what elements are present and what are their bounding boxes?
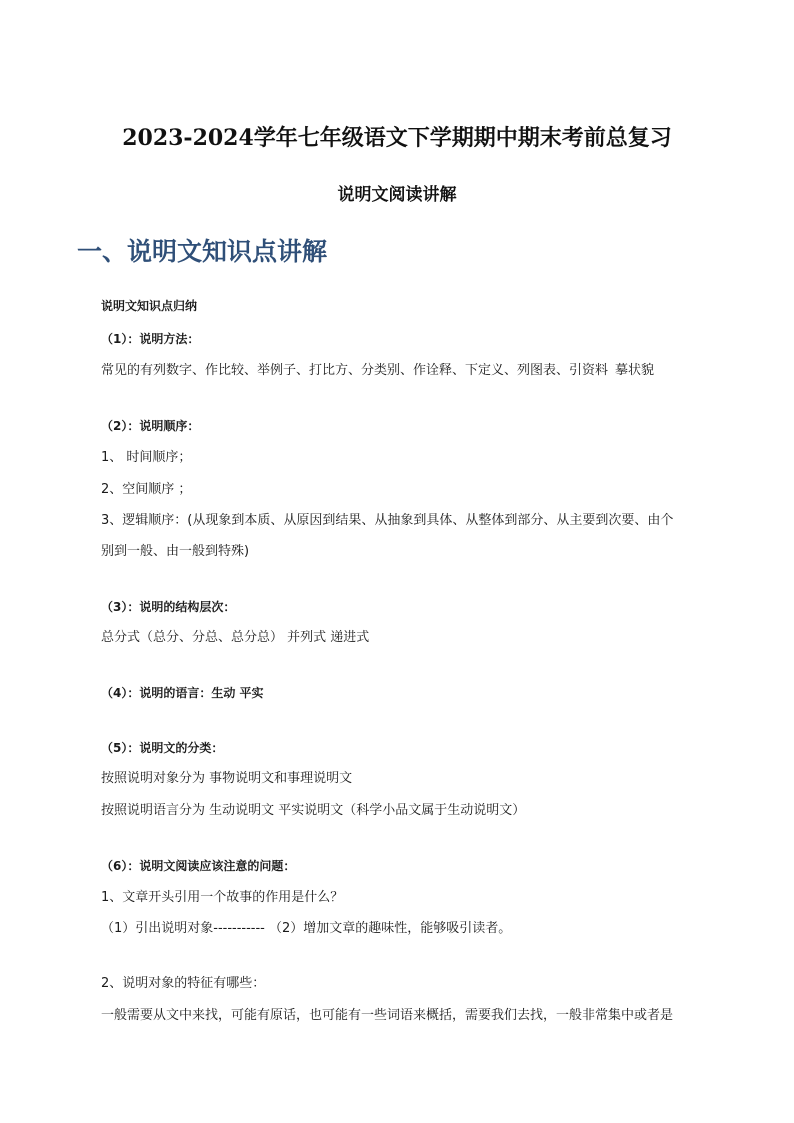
notes-label: （6）：说明文阅读应该注意的问题： <box>101 859 296 873</box>
structure-label: （3）：说明的结构层次： <box>101 600 236 614</box>
methods-label: （1）：说明方法： <box>101 332 200 346</box>
notes-question-2: 2、说明对象的特征有哪些： <box>101 976 266 991</box>
document-subtitle: 说明文阅读讲解 <box>337 185 457 205</box>
notes-answer-2: 一般需要从文中来找，可能有原话，也可能有一些词语来概括，需要我们去找，一般非常集中或者是 <box>101 1008 674 1023</box>
classification-line-1: 按照说明对象分为 事物说明文和事理说明文 <box>101 771 353 786</box>
order-item-2: 2、空间顺序 ； <box>101 482 192 497</box>
structure-text: 总分式（总分、分总、总分总） 并列式 递进式 <box>101 630 370 645</box>
order-item-3-line-1: 3、逻辑顺序：(从现象到本质、从原因到结果、从抽象到具体、从整体到部分、从主要到次要、由个 <box>101 513 674 528</box>
methods-extra: 摹状貌 <box>615 363 655 378</box>
order-item-1: 1、 时间顺序； <box>101 450 192 465</box>
order-label: （2）：说明顺序： <box>101 419 200 433</box>
classification-label: （5）：说明文的分类： <box>101 741 224 755</box>
methods-list: 常见的有列数字、作比较、举例子、打比方、分类别、作诠释、下定义、列图表、引资料 <box>101 363 609 378</box>
methods-text <box>101 360 654 382</box>
notes-answer-1: （1）引出说明对象----------- （2）增加文章的趣味性，能够吸引读者。 <box>101 921 512 936</box>
order-item-3-line-2: 别到一般、由一般到特殊) <box>101 544 250 559</box>
summary-heading: 说明文知识点归纳 <box>101 299 198 313</box>
section-heading: 一、说明文知识点讲解 <box>77 237 328 266</box>
notes-question-1: 1、文章开头引用一个故事的作用是什么？ <box>101 890 344 905</box>
language-label: （4）：说明的语言：生动 平实 <box>101 686 264 700</box>
document-title: 2023-2024学年七年级语文下学期期中期末考前总复习 <box>122 125 672 151</box>
classification-line-2: 按照说明语言分为 生动说明文 平实说明文（科学小品文属于生动说明文） <box>101 803 526 818</box>
